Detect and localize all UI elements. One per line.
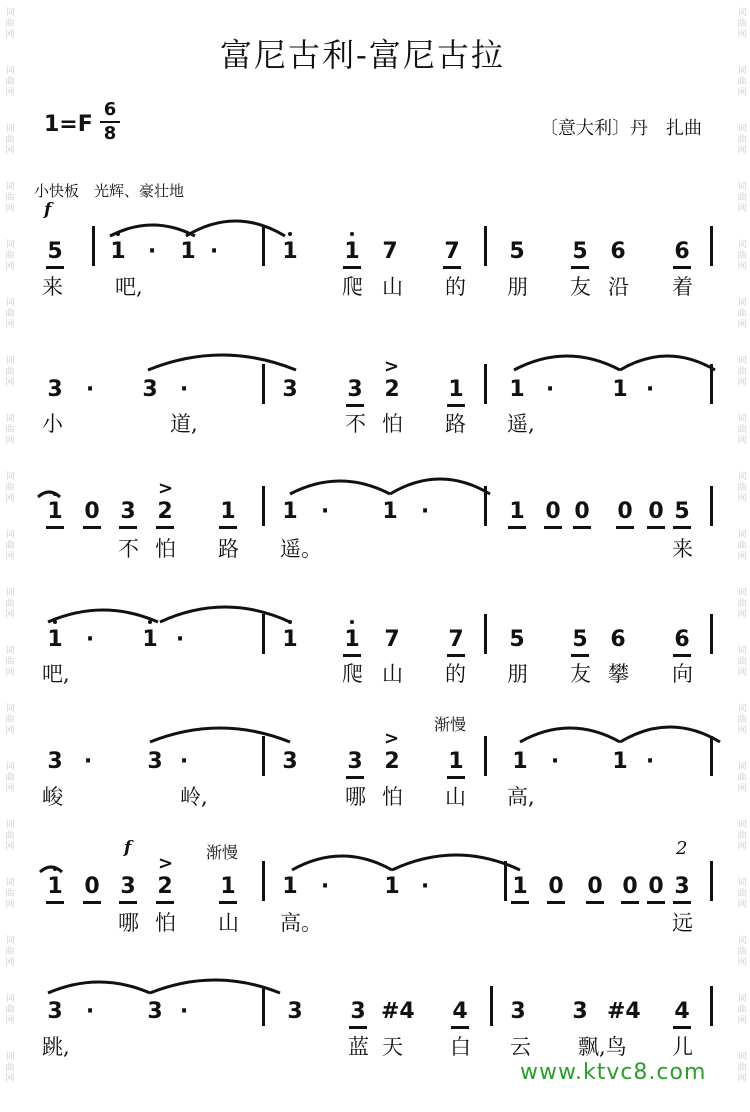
note-r5: ·: [550, 749, 560, 774]
note-r2: 3: [282, 377, 298, 402]
note-r6: 0: [622, 874, 638, 899]
lyric-r6: 高。: [280, 911, 322, 935]
watermark-char: 网: [5, 668, 15, 678]
watermark-char: 词: [5, 1052, 15, 1062]
lyric-r1: 来: [42, 275, 63, 299]
note-r7: #4: [381, 999, 415, 1024]
watermark-char: 词: [737, 356, 747, 366]
watermark-char: 网: [737, 668, 747, 678]
lyric-r2: 道,: [170, 412, 198, 436]
note-r3: 0: [617, 499, 633, 524]
watermark-char: 网: [5, 204, 15, 214]
note-r1: 1: [110, 239, 126, 264]
note-r7: 3: [510, 999, 526, 1024]
note-r3: ·: [420, 499, 430, 524]
note-r6: 3: [674, 874, 690, 899]
lyric-r1: 的: [445, 275, 466, 299]
watermark-char: 词: [737, 994, 747, 1004]
lyric-r6: 山: [218, 911, 239, 935]
note-r4: 6: [674, 627, 690, 652]
slur: [150, 728, 290, 742]
watermark-char: 词: [5, 878, 15, 888]
note-r5: 1: [612, 749, 628, 774]
lyric-r5: 哪: [345, 785, 366, 809]
note-r1: 6: [610, 239, 626, 264]
slur: [148, 355, 296, 370]
note-r7: #4: [607, 999, 641, 1024]
watermark-char: 曲: [737, 135, 747, 145]
lyric-r1: 友: [570, 275, 591, 299]
song-title: 富尼古利-富尼古拉: [220, 36, 505, 74]
note-r2: 1: [509, 377, 525, 402]
note-r4: ·: [85, 627, 95, 652]
note-r3: 0: [545, 499, 561, 524]
note-r3: 1: [220, 499, 236, 524]
note-r3: 3: [120, 499, 136, 524]
watermark-char: 词: [737, 820, 747, 830]
ritardando-marking-1: 渐慢: [434, 715, 467, 734]
breath-mark: 2: [676, 838, 688, 859]
accent-mark: >: [158, 853, 174, 874]
watermark-char: 词: [737, 8, 747, 18]
watermark-char: 曲: [5, 193, 15, 203]
note-r6: 2: [157, 874, 173, 899]
watermark-char: 词: [5, 240, 15, 250]
lyric-r4: 攀: [608, 662, 629, 686]
watermark-char: 词: [5, 762, 15, 772]
watermark-char: 网: [737, 958, 747, 968]
watermark-char: 词: [5, 124, 15, 134]
site-watermark: www.ktvc8.com: [520, 1060, 707, 1085]
watermark-char: 网: [5, 1074, 15, 1084]
lyric-r7: 儿: [672, 1035, 693, 1059]
watermark-char: 网: [5, 842, 15, 852]
note-r4: 6: [610, 627, 626, 652]
note-r5: 3: [47, 749, 63, 774]
watermark-char: 网: [5, 88, 15, 98]
note-r3: 2: [157, 499, 173, 524]
note-r1: 5: [572, 239, 588, 264]
slur: [520, 728, 620, 742]
watermark-char: 词: [5, 820, 15, 830]
lyric-r1: 爬: [342, 275, 363, 299]
slur: [38, 492, 60, 497]
watermark-char: 词: [737, 66, 747, 76]
watermark-char: 网: [737, 494, 747, 504]
lyric-r2: 路: [445, 412, 466, 436]
note-r6: 1: [282, 874, 298, 899]
lyric-r4: 爬: [342, 662, 363, 686]
slur: [150, 980, 280, 993]
watermark-char: 曲: [737, 657, 747, 667]
slur: [392, 855, 520, 870]
watermark-char: 网: [737, 204, 747, 214]
watermark-char: 网: [5, 726, 15, 736]
lyric-r6: 哪: [118, 911, 139, 935]
watermark-char: 网: [5, 378, 15, 388]
composer-credit: 〔意大利〕丹 扎曲: [540, 118, 702, 139]
watermark-char: 网: [737, 842, 747, 852]
watermark-char: 曲: [5, 367, 15, 377]
lyric-r4: 向: [672, 662, 693, 686]
note-r5: ·: [179, 749, 189, 774]
watermark-char: 词: [737, 240, 747, 250]
slur: [290, 481, 390, 494]
note-r1: 5: [47, 239, 63, 264]
note-r5: 2: [384, 749, 400, 774]
watermark-char: 网: [737, 88, 747, 98]
watermark-char: 曲: [737, 1063, 747, 1073]
watermark-char: 曲: [5, 541, 15, 551]
watermark-char: 网: [5, 320, 15, 330]
lyric-r1: 着: [672, 275, 693, 299]
note-r6: 0: [587, 874, 603, 899]
note-r6: 1: [384, 874, 400, 899]
watermark-char: 词: [5, 472, 15, 482]
watermark-char: 曲: [5, 1063, 15, 1073]
note-r7: ·: [85, 999, 95, 1024]
note-r1: ·: [147, 239, 157, 264]
watermark-char: 词: [737, 124, 747, 134]
note-r7: 4: [452, 999, 468, 1024]
watermark-char: 网: [5, 1016, 15, 1026]
watermark-char: 曲: [5, 715, 15, 725]
slur: [620, 727, 720, 742]
slur: [390, 479, 490, 494]
lyric-r3: 不: [118, 537, 139, 561]
note-r2: ·: [545, 377, 555, 402]
note-r3: 0: [574, 499, 590, 524]
watermark-char: 曲: [5, 19, 15, 29]
ritardando-marking-2: 渐慢: [206, 843, 239, 862]
lyric-r3: 怕: [155, 537, 176, 561]
watermark-char: 词: [737, 936, 747, 946]
note-r4: 5: [509, 627, 525, 652]
note-r4: 1: [142, 627, 158, 652]
note-r6: 1: [512, 874, 528, 899]
watermark-char: 曲: [737, 19, 747, 29]
lyric-r1: 朋: [507, 275, 528, 299]
watermark-char: 词: [737, 762, 747, 772]
watermark-char: 曲: [737, 889, 747, 899]
lyric-r6: 怕: [155, 911, 176, 935]
lyric-r4: 山: [382, 662, 403, 686]
lyric-r3: 路: [218, 537, 239, 561]
note-r6: 3: [120, 874, 136, 899]
watermark-char: 网: [5, 436, 15, 446]
watermark-char: 网: [737, 1016, 747, 1026]
lyric-r3: 遥。: [280, 537, 322, 561]
note-r6: 0: [548, 874, 564, 899]
slur: [620, 356, 715, 370]
dynamic-forte-2: f: [124, 838, 132, 858]
watermark-char: 词: [5, 298, 15, 308]
note-r6: 0: [84, 874, 100, 899]
watermark-char: 曲: [737, 309, 747, 319]
lyric-r7: 天: [382, 1035, 403, 1059]
note-r4: 1: [47, 627, 63, 652]
lyric-r5: 峻: [42, 785, 63, 809]
note-r3: 1: [282, 499, 298, 524]
watermark-char: 网: [5, 784, 15, 794]
time-bottom: 8: [103, 123, 117, 144]
watermark-char: 词: [737, 704, 747, 714]
watermark-char: 词: [5, 646, 15, 656]
watermark-char: 曲: [737, 831, 747, 841]
note-r1: 7: [444, 239, 460, 264]
watermark-char: 网: [737, 1074, 747, 1084]
watermark-char: 词: [5, 588, 15, 598]
watermark-char: 曲: [5, 483, 15, 493]
watermark-char: 词: [737, 588, 747, 598]
note-r1: 1: [282, 239, 298, 264]
watermark-char: 词: [737, 414, 747, 424]
watermark-char: 网: [5, 552, 15, 562]
note-r4: 1: [344, 627, 360, 652]
watermark-char: 网: [737, 262, 747, 272]
watermark-char: 曲: [5, 251, 15, 261]
note-r2: ·: [85, 377, 95, 402]
watermark-char: 词: [5, 66, 15, 76]
note-r3: ·: [320, 499, 330, 524]
lyric-r7: 蓝: [348, 1035, 369, 1059]
watermark-char: 曲: [5, 657, 15, 667]
watermark-char: 网: [737, 610, 747, 620]
watermark-char: 词: [737, 298, 747, 308]
watermark-char: 网: [5, 900, 15, 910]
lyric-r5: 怕: [382, 785, 403, 809]
note-r2: 3: [47, 377, 63, 402]
note-r4: ·: [175, 627, 185, 652]
lyric-r7: 跳,: [42, 1035, 70, 1059]
note-r6: 1: [47, 874, 63, 899]
watermark-char: 词: [5, 356, 15, 366]
watermark-char: 曲: [737, 425, 747, 435]
watermark-char: 曲: [5, 309, 15, 319]
lyric-r2: 不: [345, 412, 366, 436]
watermark-char: 词: [737, 878, 747, 888]
note-r4: 5: [572, 627, 588, 652]
watermark-char: 曲: [737, 77, 747, 87]
note-r2: ·: [645, 377, 655, 402]
watermark-char: 网: [5, 262, 15, 272]
note-r3: 0: [84, 499, 100, 524]
note-r1: 1: [344, 239, 360, 264]
lyric-r7: 白: [450, 1035, 471, 1059]
note-r6: ·: [320, 874, 330, 899]
note-r3: 1: [47, 499, 63, 524]
watermark-char: 词: [5, 704, 15, 714]
slur: [292, 856, 392, 870]
watermark-char: 词: [737, 646, 747, 656]
lyric-r5: 高,: [507, 785, 535, 809]
dynamic-forte: f: [44, 200, 52, 220]
slur: [186, 221, 285, 236]
watermark-char: 曲: [5, 425, 15, 435]
slur: [48, 610, 158, 622]
watermark-char: 曲: [737, 1005, 747, 1015]
note-r5: ·: [645, 749, 655, 774]
note-r5: 3: [347, 749, 363, 774]
watermark-char: 网: [5, 494, 15, 504]
lyric-r4: 吧,: [42, 662, 70, 686]
accent-mark: >: [384, 356, 400, 377]
note-r3: 1: [509, 499, 525, 524]
note-r2: 1: [448, 377, 464, 402]
lyric-r1: 沿: [608, 275, 629, 299]
watermark-char: 曲: [737, 599, 747, 609]
watermark-char: 曲: [737, 541, 747, 551]
note-r1: 1: [180, 239, 196, 264]
watermark-char: 曲: [737, 483, 747, 493]
slur: [110, 225, 195, 236]
slur: [48, 982, 150, 993]
watermark-char: 曲: [5, 889, 15, 899]
lyric-r4: 的: [445, 662, 466, 686]
note-r7: 3: [287, 999, 303, 1024]
watermark-char: 曲: [5, 77, 15, 87]
watermark-char: 曲: [737, 773, 747, 783]
note-r6: ·: [420, 874, 430, 899]
lyric-r7: 飘,鸟: [578, 1035, 627, 1059]
watermark-char: 网: [737, 436, 747, 446]
note-r3: 1: [382, 499, 398, 524]
note-r5: 1: [448, 749, 464, 774]
lyric-r2: 遥,: [507, 412, 535, 436]
watermark-char: 曲: [5, 773, 15, 783]
watermark-char: 词: [737, 530, 747, 540]
lyric-r6: 远: [672, 911, 693, 935]
accent-mark: >: [384, 728, 400, 749]
watermark-char: 网: [737, 726, 747, 736]
watermark-char: 网: [737, 378, 747, 388]
note-r3: 0: [648, 499, 664, 524]
note-r2: 1: [612, 377, 628, 402]
note-r5: ·: [83, 749, 93, 774]
slur: [40, 867, 62, 872]
lyric-r5: 山: [445, 785, 466, 809]
note-r7: ·: [179, 999, 189, 1024]
note-r1: 5: [509, 239, 525, 264]
watermark-char: 词: [5, 182, 15, 192]
lyric-r7: 云: [510, 1035, 531, 1059]
tempo-marking: 小快板 光辉、豪壮地: [34, 182, 185, 200]
watermark-char: 词: [5, 936, 15, 946]
note-r4: 1: [282, 627, 298, 652]
watermark-char: 网: [5, 146, 15, 156]
watermark-char: 网: [5, 30, 15, 40]
watermark-char: 曲: [5, 947, 15, 957]
lyric-r1: 吧,: [115, 275, 143, 299]
note-r1: ·: [209, 239, 219, 264]
note-r7: 3: [350, 999, 366, 1024]
note-r1: 7: [382, 239, 398, 264]
watermark-char: 词: [5, 530, 15, 540]
note-r1: 6: [674, 239, 690, 264]
note-r2: 3: [347, 377, 363, 402]
lyric-r2: 小: [42, 412, 63, 436]
slur: [514, 356, 620, 370]
watermark-char: 曲: [5, 1005, 15, 1015]
watermark-char: 曲: [737, 715, 747, 725]
watermark-char: 曲: [737, 251, 747, 261]
watermark-char: 网: [5, 610, 15, 620]
watermark-char: 曲: [5, 135, 15, 145]
watermark-char: 网: [737, 146, 747, 156]
note-r3: 5: [674, 499, 690, 524]
note-r2: 2: [384, 377, 400, 402]
note-r7: 4: [674, 999, 690, 1024]
watermark-char: 网: [737, 784, 747, 794]
slur: [160, 607, 290, 622]
time-top: 6: [103, 99, 117, 120]
watermark-char: 曲: [5, 599, 15, 609]
watermark-char: 网: [737, 320, 747, 330]
note-r6: 1: [220, 874, 236, 899]
accent-mark: >: [158, 478, 174, 499]
watermark-char: 曲: [737, 193, 747, 203]
watermark-char: 网: [737, 900, 747, 910]
note-r4: 7: [448, 627, 464, 652]
watermark-char: 曲: [737, 947, 747, 957]
lyric-r1: 山: [382, 275, 403, 299]
watermark-char: 词: [5, 8, 15, 18]
watermark-char: 词: [5, 414, 15, 424]
watermark-char: 词: [737, 1052, 747, 1062]
note-r5: 3: [147, 749, 163, 774]
watermark-char: 网: [737, 30, 747, 40]
note-r6: 0: [648, 874, 664, 899]
note-r4: 7: [384, 627, 400, 652]
lyric-r2: 怕: [382, 412, 403, 436]
note-r2: ·: [179, 377, 189, 402]
note-r5: 1: [512, 749, 528, 774]
lyric-r4: 朋: [507, 662, 528, 686]
note-r2: 3: [142, 377, 158, 402]
watermark-char: 曲: [5, 831, 15, 841]
lyric-r4: 友: [570, 662, 591, 686]
note-r5: 3: [282, 749, 298, 774]
watermark-char: 网: [5, 958, 15, 968]
watermark-char: 词: [737, 472, 747, 482]
key-label: 1=F: [44, 112, 93, 137]
lyric-r5: 岭,: [180, 785, 208, 809]
lyric-r3: 来: [672, 537, 693, 561]
watermark-char: 曲: [737, 367, 747, 377]
note-r7: 3: [47, 999, 63, 1024]
watermark-char: 词: [737, 182, 747, 192]
note-r7: 3: [572, 999, 588, 1024]
watermark-char: 词: [5, 994, 15, 1004]
note-r7: 3: [147, 999, 163, 1024]
watermark-char: 网: [737, 552, 747, 562]
